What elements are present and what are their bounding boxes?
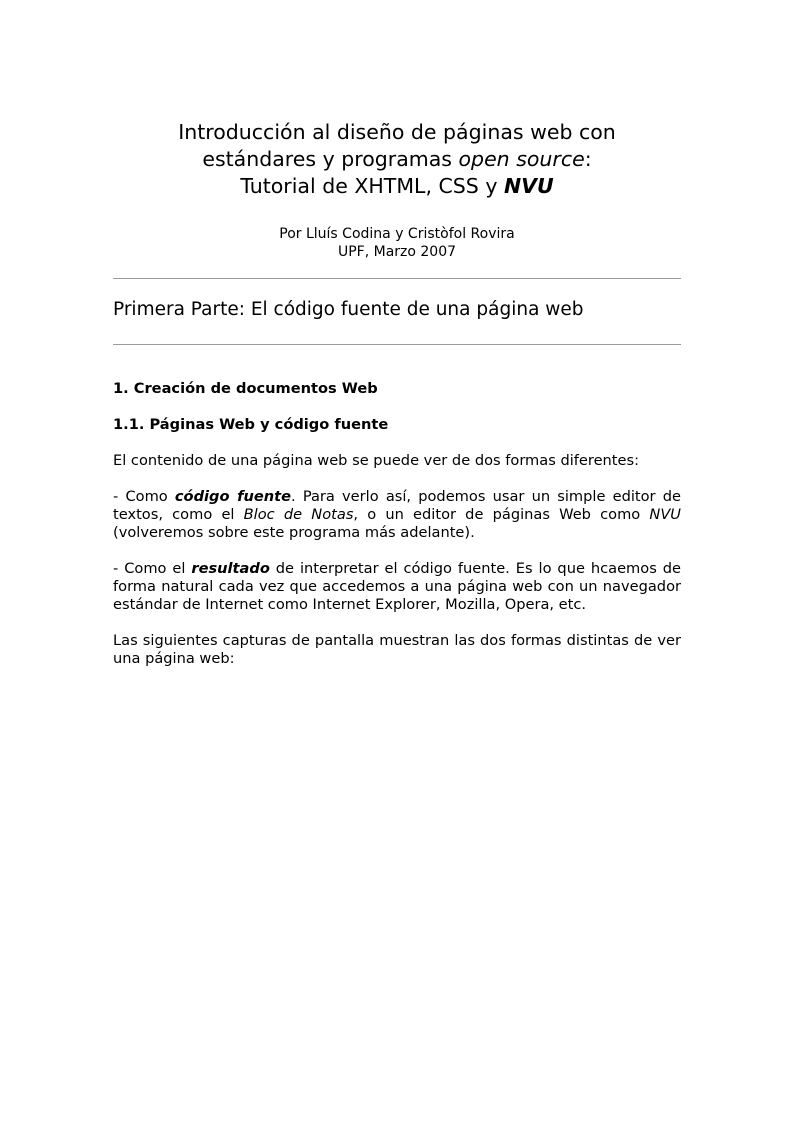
- closing-paragraph: Las siguientes capturas de pantalla muestran las dos formas distintas de ver una página web:: [113, 632, 681, 667]
- title-line-3: [113, 173, 681, 200]
- item1-prefix: - Como: [113, 488, 175, 505]
- title-line-1: Introducción al diseño de páginas web con: [178, 120, 616, 144]
- byline-date: UPF, Marzo 2007: [337, 244, 457, 260]
- part-heading: Primera Parte: El código fuente de una página web: [113, 299, 584, 320]
- item1-suffix: (volveremos sobre este programa más adelante).: [113, 524, 475, 541]
- paragraph-source-code: [113, 488, 681, 542]
- byline: [113, 225, 681, 261]
- title-nvu: NVU: [503, 174, 554, 198]
- paragraph-result: [113, 560, 681, 614]
- title-line-2-suffix: :: [584, 147, 592, 171]
- document-body: [113, 380, 681, 686]
- item1-nvu: NVU: [649, 506, 681, 523]
- subsection-heading: 1.1. Páginas Web y código fuente: [113, 416, 389, 433]
- bottom-divider: [113, 344, 681, 345]
- item1-mid2: , o un editor de páginas Web como: [353, 506, 650, 523]
- title-open-source: open source: [458, 147, 585, 171]
- title-line-2: [113, 146, 681, 173]
- item2-prefix: - Como el: [113, 560, 192, 577]
- item1-bloc-de-notas: Bloc de Notas: [243, 506, 354, 523]
- item1-emphasis: código fuente: [174, 488, 292, 505]
- byline-authors: Por Lluís Codina y Cristòfol Rovira: [279, 226, 515, 242]
- title-line-3-prefix: Tutorial de XHTML, CSS y: [240, 174, 504, 198]
- document-page: [113, 0, 681, 1122]
- document-title: [113, 119, 681, 200]
- top-divider: [113, 278, 681, 279]
- title-line-2-prefix: estándares y programas: [202, 147, 459, 171]
- intro-paragraph: El contenido de una página web se puede ver de dos formas diferentes:: [113, 452, 640, 469]
- item2-emphasis: resultado: [191, 560, 270, 577]
- item1-mid1: . Para verlo así, podemos usar un simple editor de textos, como el: [113, 488, 681, 523]
- item2-suffix: de interpretar el código fuente. Es lo que hcaemos de forma natural cada vez que accedemos a una página web con un navegador estándar de Internet como Internet Explorer, Mozilla, Opera, etc.: [113, 560, 681, 613]
- section-heading: 1. Creación de documentos Web: [113, 380, 378, 397]
